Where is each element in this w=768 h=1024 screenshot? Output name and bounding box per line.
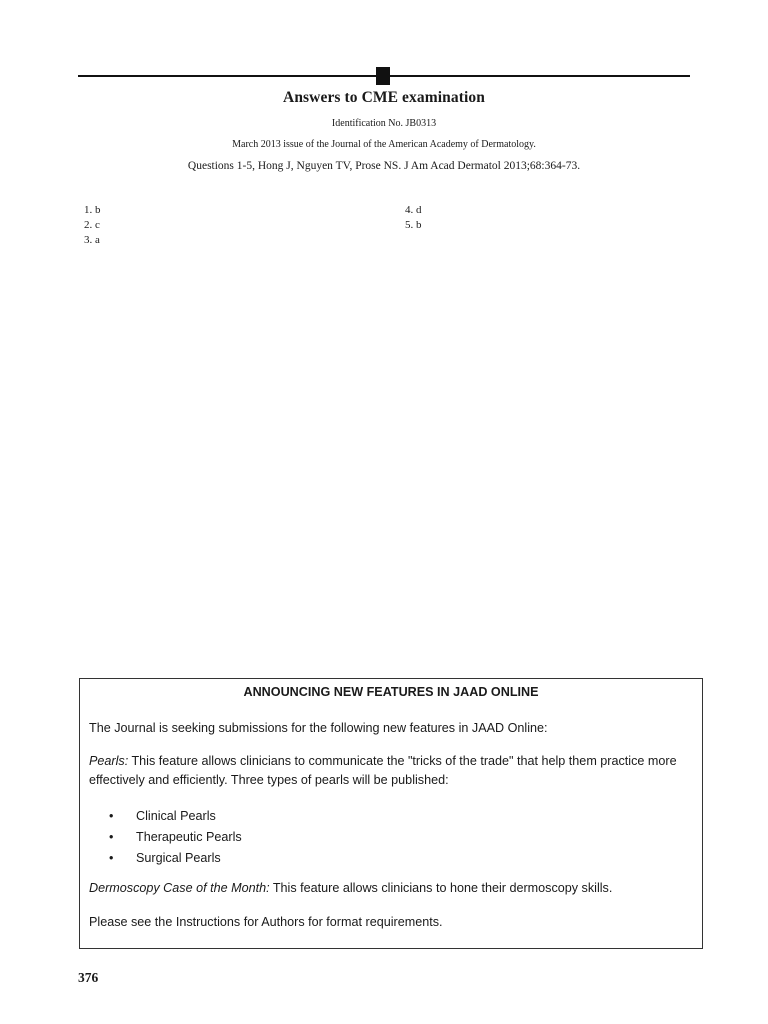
list-item xyxy=(109,827,242,848)
dermoscopy-paragraph xyxy=(89,881,689,895)
announcement-intro: The Journal is seeking submissions for the following new features in JAAD Online: xyxy=(89,721,548,735)
bullet-icon: • xyxy=(109,830,114,844)
announcement-box xyxy=(79,678,703,949)
page-number: 376 xyxy=(78,970,99,985)
instructions-note: Please see the Instructions for Authors for format requirements. xyxy=(89,915,443,929)
answers-column-right xyxy=(405,203,422,233)
list-item xyxy=(109,848,242,869)
article-citation: Questions 1-5, Hong J, Nguyen TV, Prose NS. J Am Acad Dermatol 2013;68:364-73. xyxy=(187,160,581,172)
pearls-label: Pearls: xyxy=(89,754,129,768)
pearl-type-label: Surgical Pearls xyxy=(136,851,221,865)
answer-item: 1. b xyxy=(84,204,101,216)
dermoscopy-label: Dermoscopy Case of the Month: xyxy=(89,881,270,895)
list-item xyxy=(109,806,242,827)
issue-line: March 2013 issue of the Journal of the American Academy of Dermatology. xyxy=(232,139,536,150)
bullet-icon: • xyxy=(109,851,114,865)
pearls-paragraph xyxy=(89,752,689,790)
pearl-type-label: Therapeutic Pearls xyxy=(136,830,242,844)
answer-item: 4. d xyxy=(405,204,422,216)
answer-item: 2. c xyxy=(84,219,100,231)
pearls-description: This feature allows clinicians to communicate the "tricks of the trade" that help them practice more effectively and efficiently. Three types of pearls will be published: xyxy=(89,754,677,787)
announcement-title: ANNOUNCING NEW FEATURES IN JAAD ONLINE xyxy=(243,685,539,699)
pearl-types-list xyxy=(109,806,242,869)
identification-number: Identification No. JB0313 xyxy=(331,118,437,129)
answers-column-left xyxy=(84,203,101,248)
bullet-icon: • xyxy=(109,809,114,823)
page-title: Answers to CME examination xyxy=(283,89,485,106)
pearl-type-label: Clinical Pearls xyxy=(136,809,216,823)
header-rule-marker xyxy=(376,67,390,85)
dermoscopy-description: This feature allows clinicians to hone their dermoscopy skills. xyxy=(269,881,613,895)
answer-item: 3. a xyxy=(84,234,100,246)
answer-item: 5. b xyxy=(405,219,422,231)
